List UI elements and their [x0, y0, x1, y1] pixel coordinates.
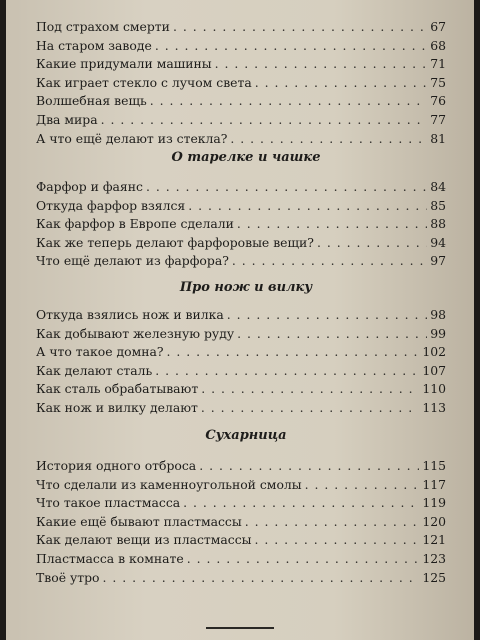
leader-dots: [237, 215, 427, 234]
toc-entry: [36, 92, 446, 111]
leader-dots: [155, 37, 427, 56]
toc-entry-title: История одного отброса: [36, 458, 197, 473]
toc-entry-title: Как фарфор в Европе сделали: [36, 216, 234, 232]
leader-dots: [183, 494, 419, 513]
toc-entry: [36, 457, 446, 476]
leader-dots: [255, 531, 420, 550]
toc-entry: [36, 252, 446, 271]
toc-entry-title: Под страхом смерти: [36, 19, 170, 34]
toc-entry: [36, 215, 446, 234]
toc-entry-page: 94: [430, 234, 446, 250]
toc-entry-page: 97: [430, 253, 446, 269]
leader-dots: [255, 74, 427, 93]
toc-entry: [36, 476, 446, 495]
leader-dots: [101, 111, 428, 130]
leader-dots: [227, 306, 427, 325]
toc-entry-page: 81: [430, 130, 446, 146]
toc-entry-title: Что сделали из каменноугольной смолы: [36, 476, 302, 492]
toc-entry: [36, 130, 446, 149]
toc-entry-page: 71: [430, 56, 446, 72]
toc-entry-page: 102: [422, 344, 446, 360]
toc-entry-page: 113: [422, 399, 446, 415]
toc-entry-page: 107: [422, 362, 446, 378]
leader-dots: [232, 252, 427, 271]
toc-entry-title: Что ещё делают из фарфора?: [36, 253, 229, 269]
leader-dots: [150, 92, 427, 111]
toc-entry: [36, 494, 446, 513]
toc-entry: [36, 55, 446, 74]
toc-entry-title: А что ещё делают из стекла?: [36, 130, 228, 146]
toc-entry-title: Откуда взялись нож и вилка: [36, 307, 224, 322]
toc-entry: [36, 74, 446, 93]
leader-dots: [173, 18, 427, 37]
toc-entry-page: 76: [430, 93, 446, 109]
toc-entry-title: Как играет стекло с лучом света: [36, 74, 252, 90]
toc-entry: [36, 18, 446, 37]
toc-entry-title: Как добывают железную руду: [36, 325, 235, 341]
toc-section-glass: [36, 18, 446, 148]
toc-entry-page: 77: [430, 111, 446, 127]
toc-entry-title: Два мира: [36, 111, 98, 127]
toc-entry-page: 67: [430, 19, 446, 34]
leader-dots: [245, 513, 420, 532]
toc-entry: [36, 531, 446, 550]
toc-entry-title: А что такое домна?: [36, 344, 164, 360]
toc-entry-title: На старом заводе: [36, 37, 152, 53]
leader-dots: [201, 380, 419, 399]
toc-entry: [36, 197, 446, 216]
leader-dots: [187, 550, 420, 569]
toc-entry-page: 125: [422, 569, 446, 585]
toc-entry-page: 98: [430, 307, 446, 322]
toc-entry-title: Пластмасса в комнате: [36, 550, 184, 566]
leader-dots: [199, 457, 419, 476]
toc-entry-title: Как сталь обрабатывают: [36, 381, 199, 397]
toc-entry-page: 115: [422, 458, 446, 473]
leader-dots: [230, 130, 427, 149]
toc-entry-page: 88: [430, 216, 446, 232]
toc-entry-title: Как делают сталь: [36, 362, 153, 378]
leader-dots: [103, 569, 420, 588]
leader-dots: [305, 476, 420, 495]
leader-dots: [146, 178, 427, 197]
leader-dots: [237, 325, 427, 344]
toc-entry: [36, 380, 446, 399]
leader-dots: [215, 55, 428, 74]
toc-section-knife-fork: [36, 306, 446, 418]
toc-section-breadbox: [36, 457, 446, 587]
toc-entry: [36, 550, 446, 569]
toc-entry-page: 84: [430, 179, 446, 194]
section-heading: О тарелке и чашке: [171, 150, 321, 165]
toc-entry-title: Как нож и вилку делают: [36, 399, 198, 415]
toc-entry-page: 85: [430, 197, 446, 213]
toc-entry-page: 99: [430, 325, 446, 341]
book-page: [6, 0, 474, 640]
toc-entry-page: 117: [422, 476, 446, 492]
toc-section-porcelain: [36, 178, 446, 271]
toc-entry-page: 123: [422, 550, 446, 566]
toc-entry-page: 121: [422, 532, 446, 548]
toc-entry-page: 119: [422, 495, 446, 511]
toc-entry: [36, 325, 446, 344]
leader-dots: [188, 197, 427, 216]
toc-entry: [36, 306, 446, 325]
toc-entry-page: 110: [422, 381, 446, 397]
leader-dots: [167, 343, 420, 362]
toc-entry-title: Что такое пластмасса: [36, 495, 181, 511]
toc-entry-title: Твоё утро: [36, 569, 100, 585]
toc-entry-title: Фарфор и фаянс: [36, 179, 143, 194]
toc-entry-title: Как делают вещи из пластмассы: [36, 532, 252, 548]
section-heading: Сухарница: [205, 428, 287, 443]
section-heading: Про нож и вилку: [179, 280, 313, 295]
toc-entry: [36, 111, 446, 130]
toc-entry-title: Какие ещё бывают пластмассы: [36, 513, 242, 529]
toc-entry: [36, 399, 446, 418]
toc-entry: [36, 513, 446, 532]
bottom-rule: [206, 627, 274, 629]
toc-entry-page: 68: [430, 37, 446, 53]
toc-entry: [36, 178, 446, 197]
leader-dots: [317, 234, 427, 253]
toc-entry-page: 120: [422, 513, 446, 529]
toc-entry: [36, 37, 446, 56]
toc-entry: [36, 343, 446, 362]
toc-entry: [36, 569, 446, 588]
toc-entry-title: Волшебная вещь: [36, 93, 147, 109]
leader-dots: [155, 362, 419, 381]
leader-dots: [201, 399, 419, 418]
toc-entry-title: Откуда фарфор взялся: [36, 197, 186, 213]
toc-entry-title: Какие придумали машины: [36, 56, 212, 72]
toc-entry-title: Как же теперь делают фарфоровые вещи?: [36, 234, 314, 250]
toc-entry: [36, 234, 446, 253]
toc-entry-page: 75: [430, 74, 446, 90]
toc-entry: [36, 362, 446, 381]
